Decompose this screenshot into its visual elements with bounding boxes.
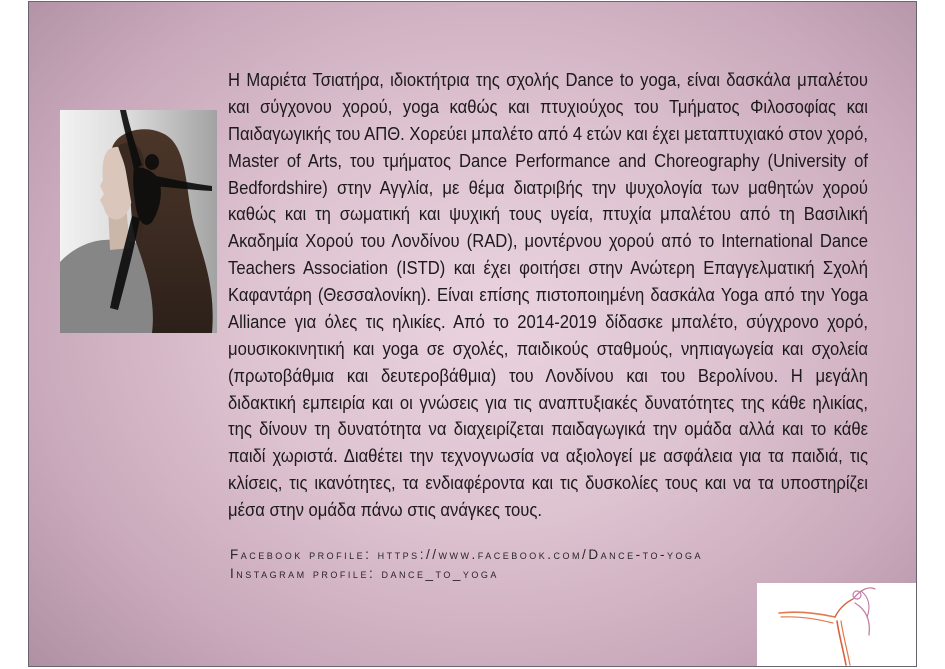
instagram-profile-handle: dance_to_yoga	[381, 566, 499, 581]
bio-line	[228, 121, 868, 148]
portrait-photo-icon	[60, 110, 217, 333]
bio-line	[228, 470, 868, 497]
bio-line-text: (πρωτοβάθμια και δευτεροβάθμια) του Λονδίνου και του Βερολίνου. Η μεγάλη	[228, 365, 868, 386]
dance-logo	[757, 583, 916, 666]
bio-line	[228, 282, 868, 309]
bio-line	[228, 363, 868, 390]
bio-line	[228, 201, 868, 228]
bio-line	[228, 228, 868, 255]
facebook-profile-text	[230, 546, 703, 564]
bio-line-text: Alliance για όλες τις ηλικίες. Από το 2014-2019 δίδασκε μπαλέτο, σύγχρονο χορό,	[228, 311, 868, 332]
bio-line-text: παιδί χωριστά. Διαθέτει την τεχνογνωσία να αξιολογεί με ασφάλεια για τα παιδιά, τις	[228, 446, 868, 467]
bio-line-text: Master of Arts, του τμήματος Dance Performance and Choreography (University of	[228, 150, 868, 171]
bio-line	[228, 67, 868, 94]
bio-line-text: καθώς και τη σωματική και ψυχική τους υγεία, πτυχία μπαλέτου από τη Βασιλική	[228, 204, 868, 225]
bio-line-text: Παιδαγωγικής του ΑΠΘ. Χορεύει μπαλέτο από 4 ετών και έχει μεταπτυχιακό στον χορό,	[228, 123, 868, 144]
bio-line-text: Teachers Association (ISTD) και έχει φοιτήσει στην Ανώτερη Επαγγελματική Σχολή	[228, 258, 868, 279]
bio-line-text: διδακτική εμπειρία και οι γνώσεις για τις αναπτυξιακές δυνατότητες της κάθε ηλικίας,	[228, 392, 868, 413]
facebook-profile-url: https://www.facebook.com/Dance-to-yoga	[377, 547, 703, 562]
bio-line-text: Ακαδημία Χορού του Λονδίνου (RAD), μοντέρνου χορού από το International Dance	[228, 231, 868, 252]
bio-line-text: Καφαντάρη (Θεσσαλονίκη). Είναι επίσης πιστοποιημένη δασκάλα Yoga από την Yoga	[228, 285, 868, 305]
facebook-profile	[230, 546, 703, 564]
bio-line-last	[228, 497, 868, 524]
instagram-profile	[230, 565, 499, 583]
bio-line-text: και σύγχονου χορού, yoga καθώς και πτυχιούχος του Τμήματος Φιλοσοφίας και	[228, 96, 868, 117]
bio-line-text: Bedfordshire) στην Αγγλία, με θέμα διατριβής την ψυχολογία των μαθητών χορού	[228, 177, 868, 198]
bio-line	[228, 175, 868, 202]
bio-line-text: Η Μαριέτα Τσιατήρα, ιδιοκτήτρια της σχολής Dance to yoga, είναι δασκάλα μπαλέτου	[228, 70, 868, 90]
portrait-photo	[60, 110, 217, 333]
ballerina-logo-icon	[757, 583, 916, 666]
instagram-profile-label: Instagram profile:	[230, 566, 376, 581]
bio-line	[228, 416, 868, 443]
bio-line-text: της δίνουν τη δυνατότητα να διαχειρίζεται παιδαγωγικά την ομάδα αλλά και το κάθε	[228, 419, 868, 440]
bio-line-text: μέσα στην ομάδα πάνω στις ανάγκες τους.	[228, 500, 542, 520]
bio-line	[228, 309, 868, 336]
bio-line	[228, 148, 868, 175]
bio-line	[228, 390, 868, 417]
bio-line-text: κλίσεις, τις ικανότητες, τα ενδιαφέροντα και τις δυσκολίες τους και να τα υποστηρίζει	[228, 473, 868, 494]
bio-poster	[28, 1, 917, 667]
bio-text	[228, 67, 868, 524]
bio-line	[228, 443, 868, 470]
facebook-profile-label: Facebook profile:	[230, 547, 372, 562]
instagram-profile-text	[230, 565, 499, 583]
bio-line	[228, 94, 868, 121]
bio-line	[228, 255, 868, 282]
bio-line	[228, 336, 868, 363]
bio-line-text: μουσικοκινητική και yoga σε σχολές, παιδικούς σταθμούς, νηπιαγωγεία και σχολεία	[228, 338, 868, 359]
